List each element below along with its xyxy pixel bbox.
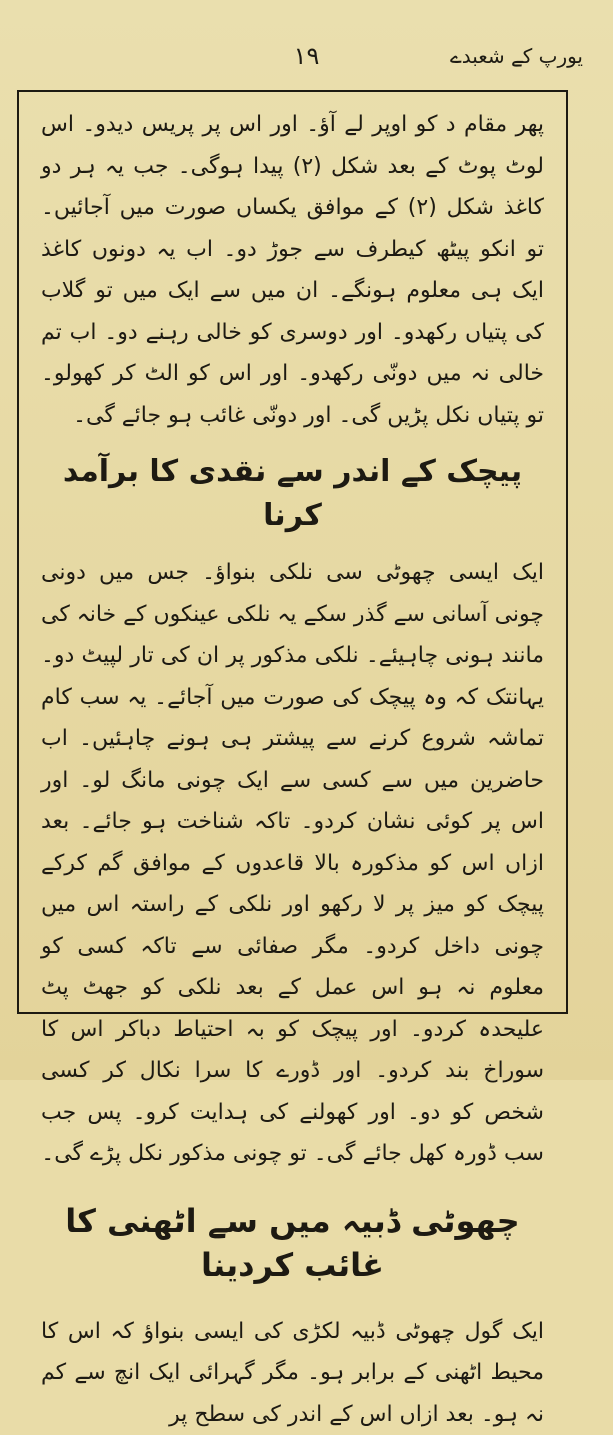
text-frame	[17, 90, 568, 1014]
running-title: یورپ کے شعبدے	[450, 44, 583, 68]
page-header	[30, 38, 583, 78]
section-heading-reel-coin: پیچک کے اندر سے نقدی کا برآمد کرنا	[41, 450, 544, 538]
paragraph-box-coin: ایک گول چھوٹی ڈبیہ لکڑی کی ایسی بنواؤ کہ اس کا محیط اٹھنی کے برابر ہو۔ مگر گہرائی ایک انچ سے کم نہ ہو۔ بعد ازاں اس کے اندر کی سطح پر	[41, 1311, 544, 1435]
paragraph-intro: پھر مقام د کو اوپر لے آؤ۔ اور اس پر پریس دیدو۔ اس لوٹ پوٹ کے بعد شکل (۲) پیدا ہوگی۔ جب یہ ہر دو کاغذ شکل (۲) کے موافق یکساں صورت میں آجائیں۔ تو انکو پیٹھ کیطرف سے جوڑ دو۔ اب یہ دونوں کاغذ ایک ہی معلوم ہونگے۔ ان میں سے ایک میں تو گلاب کی پتیاں رکھدو۔ اور دوسری کو خالی رہنے دو۔ اب تم خالی نہ میں دونّی رکھدو۔ اور اس کو الٹ کر کھولو۔ تو پتیاں نکل پڑیں گی۔ اور دونّی غائب ہو جائے گی۔	[41, 104, 544, 436]
text-body	[41, 104, 544, 1000]
paragraph-reel-coin: ایک ایسی چھوٹی سی نلکی بنواؤ۔ جس میں دونی چونی آسانی سے گذر سکے یہ نلکی عینکوں کے خانہ کی مانند ہونی چاہیئے۔ نلکی مذکور پر ان کی تار لپیٹ دو۔ یہانتک کہ وہ پیچک کی صورت میں آجائے۔ یہ سب کام تماشہ شروع کرنے سے پیشتر ہی ہونے چاہئیں۔ اب حاضرین میں سے کسی سے ایک چونی مانگ لو۔ اور اس پر کوئی نشان کردو۔ تاکہ شناخت ہو جائے۔ بعد ازاں اس کو مذکورہ بالا قاعدوں کے موافق گم کرکے پیچک کو میز پر لا رکھو اور نلکی کے راستہ اس میں چونی داخل کردو۔ مگر صفائی سے تاکہ کسی کو معلوم نہ ہو اس عمل کے بعد نلکی کو جھٹ پٹ علیحدہ کردو۔ اور پیچک کو بہ احتیاط دباکر اس کا سوراخ بند کردو۔ اور ڈورے کا سرا نکال کر کسی شخص کو دو۔ اور کھولنے کی ہدایت کرو۔ پس جب سب ڈورہ کھل جائے گی۔ تو چونی مذکور نکل پڑے گی۔	[41, 552, 544, 1175]
section-heading-box-coin: چھوٹی ڈبیہ میں سے اٹھنی کا غائب کردینا	[41, 1199, 544, 1287]
page-number: ١٩	[294, 42, 320, 70]
